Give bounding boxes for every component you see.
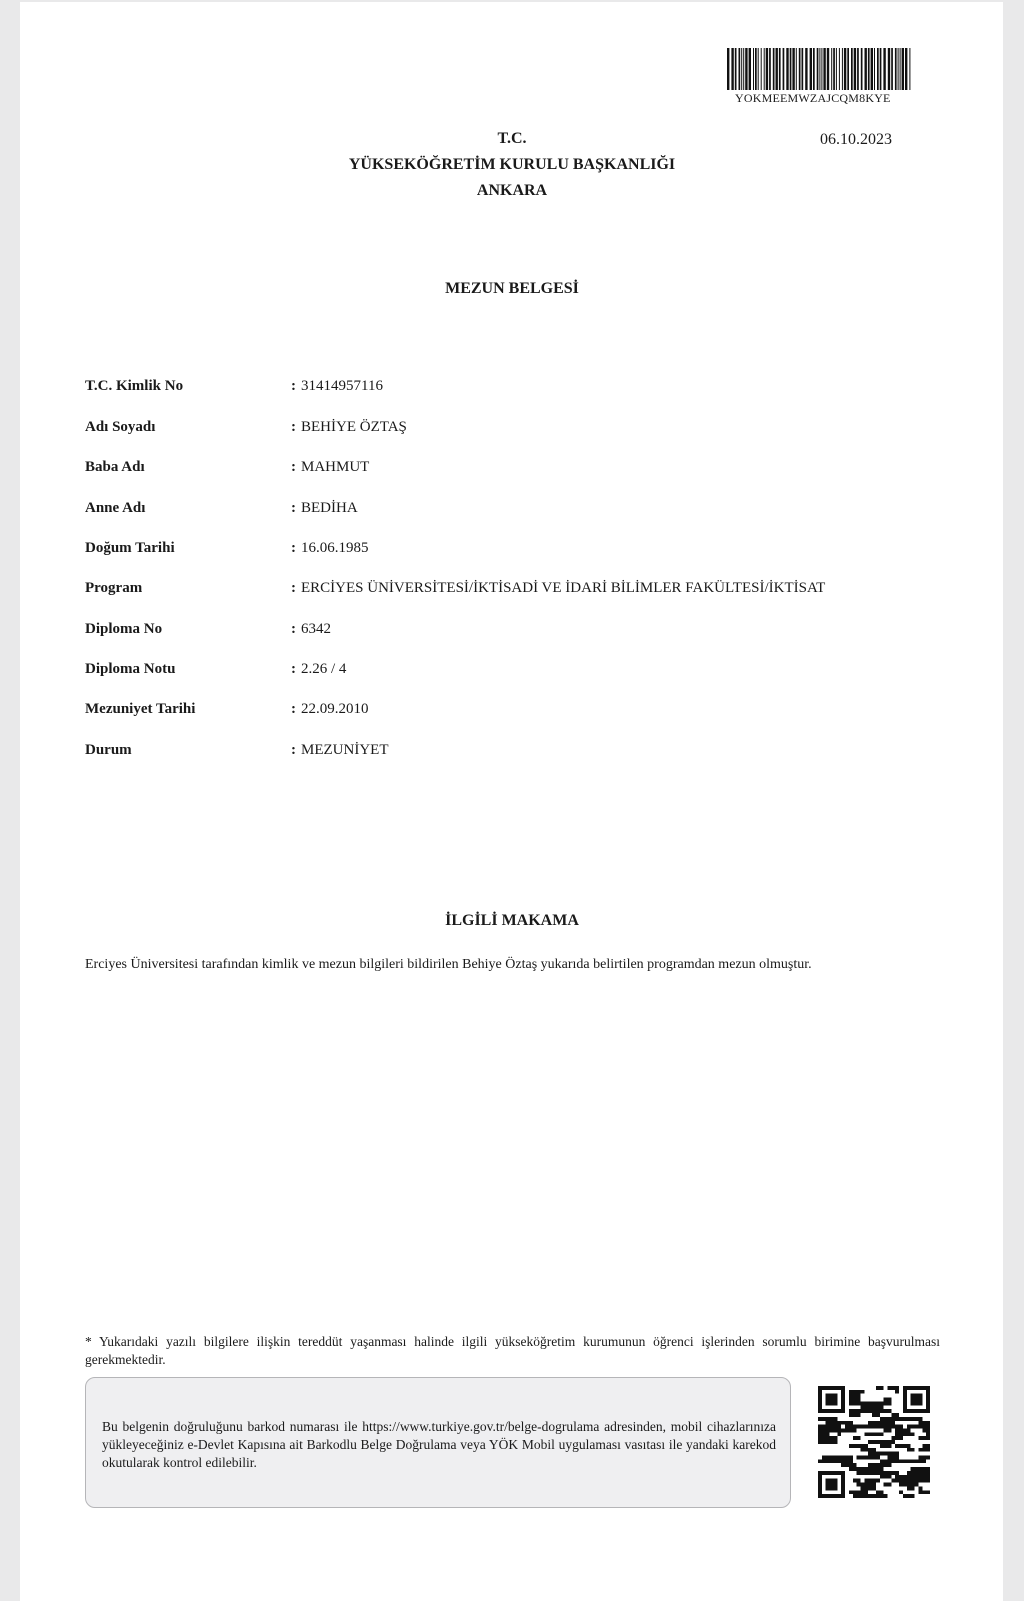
field-value: 6342 bbox=[301, 621, 331, 637]
field-value: MEZUNİYET bbox=[301, 742, 389, 758]
document-date: 06.10.2023 bbox=[820, 131, 892, 148]
field-separator: : bbox=[291, 459, 296, 475]
field-separator: : bbox=[291, 378, 296, 394]
certificate-statement: Erciyes Üniversitesi tarafından kimlik ve mezun bilgileri bildirilen Behiye Öztaş yukarıda belirtilen programdan mezun olmuştur. bbox=[85, 957, 812, 972]
field-separator: : bbox=[291, 419, 296, 435]
field-value: ERCİYES ÜNİVERSİTESİ/İKTİSADİ VE İDARİ BİLİMLER FAKÜLTESİ/İKTİSAT bbox=[301, 580, 826, 596]
field-label: Adı Soyadı bbox=[85, 419, 156, 435]
field-label: Doğum Tarihi bbox=[85, 540, 175, 556]
field-value: BEDİHA bbox=[301, 500, 358, 516]
field-value: 31414957116 bbox=[301, 378, 383, 394]
field-separator: : bbox=[291, 701, 296, 717]
field-label: Diploma Notu bbox=[85, 661, 176, 677]
field-label: Diploma No bbox=[85, 621, 163, 637]
field-separator: : bbox=[291, 500, 296, 516]
field-label: Program bbox=[85, 580, 143, 596]
field-label: Anne Adı bbox=[85, 500, 146, 516]
field-label: Mezuniyet Tarihi bbox=[85, 701, 196, 717]
field-value: BEHİYE ÖZTAŞ bbox=[301, 419, 407, 435]
verification-text: Bu belgenin doğruluğunu barkod numarası ile https://www.turkiye.gov.tr/belge-dogrulama adresinden, mobil cihazlarınıza yükleyeceğiniz e-Devlet Kapısına ait Barkodlu Belge Doğrulama veya YÖK Mobil uygulaması vasıtası ile yandaki karekod okutularak kontrol edilebilir. bbox=[102, 1419, 776, 1470]
field-separator: : bbox=[291, 742, 296, 758]
issuer-header bbox=[0, 126, 1024, 204]
footnote: * Yukarıdaki yazılı bilgilere ilişkin tereddüt yaşanması halinde ilgili yükseköğretim kurumunun öğrenci işlerinden sorumlu birimine başvurulması gerekmektedir. bbox=[85, 1334, 940, 1367]
section-title: İLGİLİ MAKAMA bbox=[445, 912, 579, 929]
field-label: Baba Adı bbox=[85, 459, 145, 475]
field-value: 22.09.2010 bbox=[301, 701, 369, 717]
barcode-number: YOKMEEMWZAJCQM8KYE bbox=[735, 91, 891, 105]
header-line-tc: T.C. bbox=[497, 130, 527, 147]
field-value: 2.26 / 4 bbox=[301, 661, 347, 677]
field-separator: : bbox=[291, 661, 296, 677]
header-line-city: ANKARA bbox=[476, 182, 548, 199]
document-title: MEZUN BELGESİ bbox=[445, 280, 579, 297]
field-label: Durum bbox=[85, 742, 132, 758]
field-separator: : bbox=[291, 580, 296, 596]
field-separator: : bbox=[291, 621, 296, 637]
field-value: 16.06.1985 bbox=[301, 540, 369, 556]
verification-box bbox=[85, 1377, 791, 1508]
qr-code-icon bbox=[818, 1386, 930, 1498]
field-value: MAHMUT bbox=[301, 459, 370, 475]
barcode-icon bbox=[727, 48, 913, 90]
field-separator: : bbox=[291, 540, 296, 556]
header-line-institution: YÜKSEKÖĞRETİM KURULU BAŞKANLIĞI bbox=[348, 156, 676, 173]
field-label: T.C. Kimlik No bbox=[85, 378, 184, 394]
